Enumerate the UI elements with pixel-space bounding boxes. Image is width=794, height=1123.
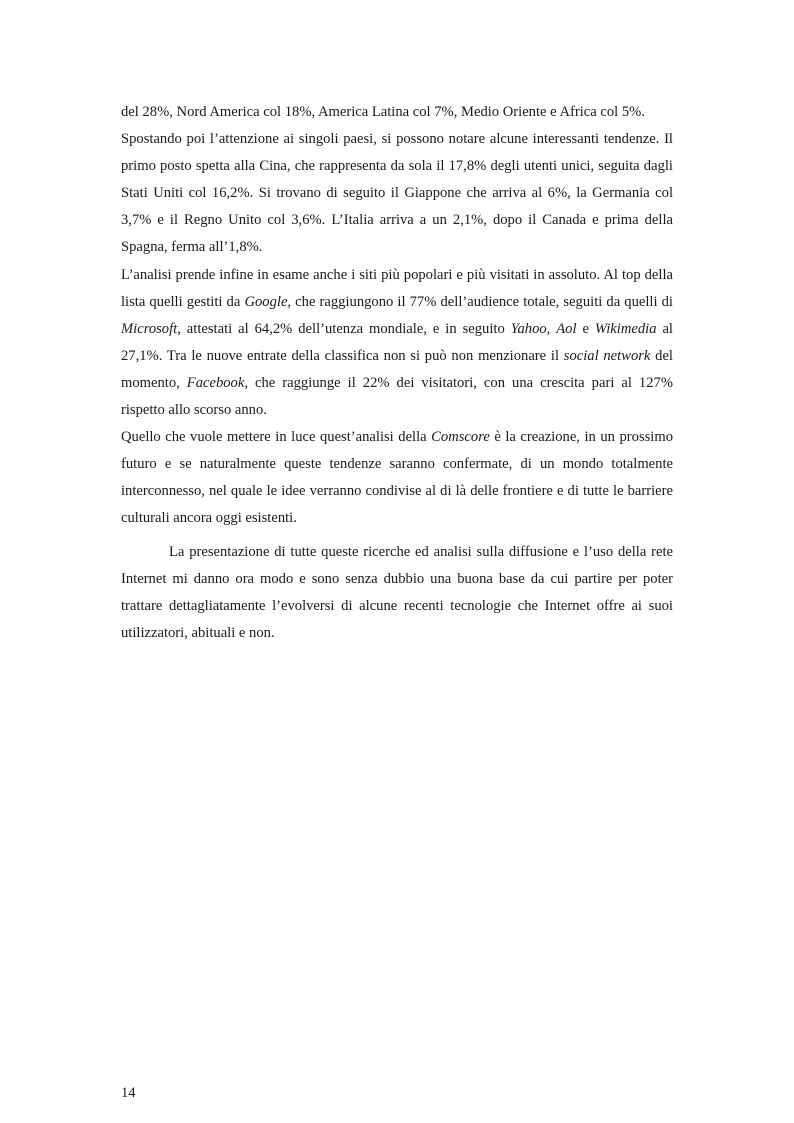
text-run: Quello che vuole mettere in luce quest’analisi della — [121, 429, 432, 446]
text-run: al 27,1%. Tra le nuove entrate della classifica non si può non menzionare il — [121, 320, 673, 364]
text-run: L’analisi prende infine in esame anche i siti più popolari e più visitati in assoluto. Al top della lista quelli gestiti da — [121, 266, 673, 310]
paragraph — [121, 539, 673, 647]
text-run: , che raggiungono il 77% dell’audience totale, seguiti da quelli di — [287, 293, 673, 310]
text-run: del momento, — [121, 347, 673, 391]
italic-term: Google — [244, 293, 288, 310]
paragraph — [121, 424, 673, 532]
italic-term: Comscore — [431, 429, 490, 446]
paragraph — [121, 126, 673, 261]
text-run: , — [546, 320, 557, 337]
italic-term: Yahoo — [510, 320, 547, 337]
text-run: La presentazione di tutte queste ricerche ed analisi sulla diffusione e l’uso della rete Internet mi danno ora modo e sono senza dubbio una buona base da cui partire per poter trattare dettagliatamente l’evolversi di alcune recenti tecnologie che Internet offre ai suoi utilizzatori, abituali e non. — [121, 543, 673, 641]
text-run: del 28%, Nord America col 18%, America Latina col 7%, Medio Oriente e Africa col 5%. — [121, 104, 645, 120]
text-run: , attestati al 64,2% dell’utenza mondiale, e in seguito — [177, 320, 511, 337]
paragraph — [121, 262, 673, 425]
italic-term: social network — [563, 347, 651, 364]
text-run: e — [576, 320, 595, 337]
italic-term: Microsoft — [121, 320, 178, 337]
page-body — [121, 99, 673, 647]
paragraph — [121, 99, 673, 126]
text-run: è la creazione, in un prossimo futuro e se naturalmente queste tendenze saranno confermate, di un mondo totalmente interconnesso, nel quale le idee verranno condivise al di là delle frontiere e di tutte le barriere culturali ancora oggi esistenti. — [121, 429, 674, 527]
italic-term: Wikimedia — [594, 320, 657, 337]
italic-term: Facebook — [186, 374, 245, 391]
page-number: 14 — [121, 1085, 136, 1101]
italic-term: Aol — [556, 320, 577, 337]
text-run: , che raggiunge il 22% dei visitatori, con una crescita pari al 127% rispetto allo scorso anno. — [121, 374, 673, 419]
text-run: Spostando poi l’attenzione ai singoli paesi, si possono notare alcune interessanti tendenze. Il primo posto spetta alla Cina, che rappresenta da sola il 17,8% degli utenti unici, seguita dagli Stati Uniti col 16,2%. Si trovano di seguito il Giappone che arriva al 6%, la Germania col 3,7% e il Regno Unito col 3,6%. L’Italia arriva a un 2,1%, dopo il Canada e prima della Spagna, ferma all’1,8%. — [121, 131, 673, 256]
